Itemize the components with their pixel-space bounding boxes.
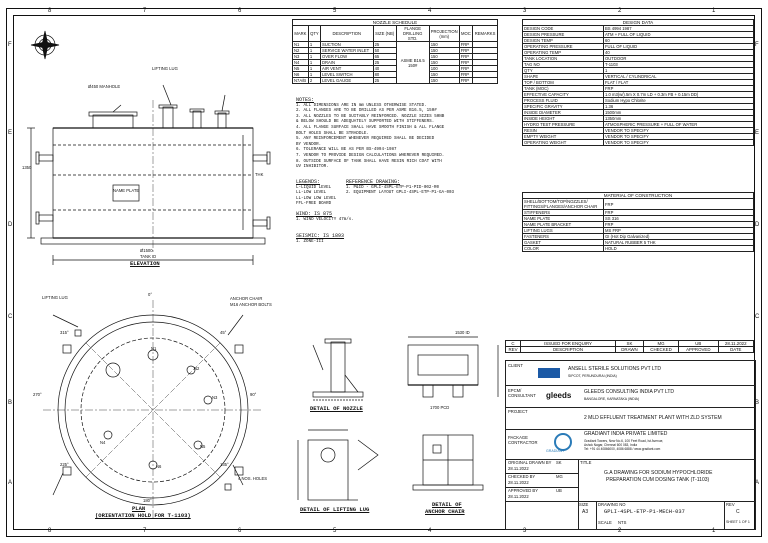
wind-block (296, 212, 354, 223)
rev-label: REV (726, 502, 735, 507)
rev-header: DATE (718, 347, 753, 353)
cell: 50 (373, 48, 396, 54)
plan-n4-label: N4 (100, 440, 106, 445)
manhole-label: Ø450 MANHOLE (88, 84, 121, 89)
cell: OVER FLOW (320, 54, 373, 60)
anchor-caption-1: DETAIL OF (432, 501, 462, 508)
nozzle-col-flange: FLANGE DRILLING STD. (396, 26, 429, 42)
plan-holes-label: 4 NOS. HOLES (238, 476, 268, 481)
cell: FRP (459, 48, 472, 54)
project-name: 2 MLD EFFLUENT TREATMENT PLANT WITH ZLD SYSTEM (584, 415, 722, 421)
angle-0: 0° (148, 292, 153, 297)
consultant-address: BANGALORE, KARNATAKA (INDIA) (584, 397, 640, 401)
plan-n6-label: N6 (156, 464, 162, 469)
note-line: 2. ALL FLANGES ARE TO BE DRILLED AS PER ASME B16.5, 150# (296, 109, 437, 114)
contractor-label: PACKAGE CONTRACTOR (508, 435, 538, 445)
cell: 60 (604, 38, 754, 44)
cell: 40 (373, 66, 396, 72)
zone-col-3: 3 (523, 8, 527, 14)
legend-line: L-LIQUID LEVEL (296, 185, 332, 190)
cell: TAG NO (523, 62, 604, 68)
title-line-1: G.A DRAWING FOR SODIUM HYPOCHLORIDE (604, 470, 713, 476)
zone-row-d: D (8, 222, 13, 228)
drawing-number-row (578, 501, 755, 529)
cell: 2 (308, 78, 320, 84)
checked-cell (506, 473, 578, 488)
rev-header: DRAWN (616, 347, 644, 353)
tank-id-dim: Ø1500 (140, 248, 153, 253)
plan-n1-label: N1 (151, 346, 157, 351)
cell: 150 (429, 78, 459, 84)
zone-row-d-right: D (755, 222, 760, 228)
nozzle-col-qty: QTY (308, 26, 320, 42)
scale-value: NTS (618, 520, 627, 525)
rev-header: REV (506, 347, 521, 353)
cell: PROCESS FLUID (523, 98, 604, 104)
cell: 150 (429, 48, 459, 54)
contractor-row (506, 429, 755, 460)
zone-row-b: B (8, 400, 13, 406)
table-row (293, 78, 498, 84)
cell: RESIN (523, 128, 604, 134)
anchor-caption-2: ANCHOR CHAIR (425, 508, 465, 515)
plan-anchor-chair-label: ANCHOR CHAIR (230, 296, 263, 301)
cell: COLOR (523, 246, 604, 252)
seismic-line: 1. ZONE-III (296, 239, 324, 244)
cell: DESIGN PRESSURE (523, 32, 604, 38)
rev-approved-cell: UB (679, 341, 718, 347)
zone-col-2: 2 (618, 8, 622, 14)
cell: VENDOR TO SPECIFY (604, 140, 754, 146)
cell: BS 4994 1987 (604, 26, 754, 32)
notes-heading: NOTES: (296, 97, 315, 103)
cell: 1.36 (604, 104, 754, 110)
cell: N5 (293, 66, 309, 72)
cell: OUTDOOR (604, 56, 754, 62)
plan-view (43, 300, 263, 520)
zone-col-6: 6 (238, 8, 242, 14)
cell: N6 (293, 72, 309, 78)
zone-col-7-bottom: 7 (143, 528, 147, 534)
cell: 150 (429, 60, 459, 66)
elevation-caption: ELEVATION (130, 260, 160, 267)
cell: TOP / BOTTOM (523, 80, 604, 86)
cell: NAME PLATE BRACKET (523, 222, 604, 228)
project-label: PROJECT (508, 409, 528, 414)
cell: EMPTY WEIGHT (523, 134, 604, 140)
cell: ATM + FULL OF LIQUID (604, 32, 754, 38)
note-line: BOLT HOLES SHALL BE STRADDLE. (296, 131, 369, 136)
nozzle-detail (313, 339, 363, 400)
cell (473, 78, 498, 84)
seismic-heading: SEISMIC: IS 1893 (296, 233, 345, 239)
zone-col-4: 4 (428, 8, 432, 14)
cell: SPECIFIC GRAVITY (523, 104, 604, 110)
rev-drawn-cell: SK (616, 341, 644, 347)
checked-by: MG (556, 474, 563, 479)
rev-header: DESCRIPTION (521, 347, 616, 353)
cell: AIR VENT (320, 66, 373, 72)
cell: HOLD (604, 246, 754, 252)
zone-col-5: 5 (333, 8, 337, 14)
cell: GI (Hot Dip Galvanized) (604, 234, 754, 240)
cell: 150 (429, 72, 459, 78)
lifting-lug-caption: DETAIL OF LIFTING LUG (300, 506, 370, 513)
cell: 25 (373, 78, 396, 84)
drawn-cell (506, 459, 578, 474)
cell: T-1103 (604, 62, 754, 68)
anchor-dim-1700: 1700 PCD (430, 405, 450, 410)
cell: FRP (459, 66, 472, 72)
angle-225: 225° (60, 462, 69, 467)
nozzle-col-mark: MARK (293, 26, 309, 42)
zone-col-5-bottom: 5 (333, 528, 337, 534)
design-data-title: DESIGN DATA (523, 20, 754, 26)
cell: DESIGN CODE (523, 26, 604, 32)
note-line: 1. ALL DIMENSIONS ARE IN mm UNLESS OTHERWISE STATED. (296, 103, 427, 108)
reference-line: 2. EQUIPMENT LAYOUT GPLI-4SPL-ETP-P1-GA-003 (346, 191, 455, 196)
angle-135: 135° (220, 462, 229, 467)
legends-heading: LEGENDS: (296, 179, 321, 185)
drawn-by: SK (556, 460, 562, 465)
rev-cell: C (506, 341, 521, 347)
drawn-date: 28.11.2022 (508, 466, 529, 471)
cell: FRP (459, 78, 472, 84)
cell: FULL OF LIQUID (604, 44, 754, 50)
note-line: 5. ANY REINFORCEMENT WHENEVER REQUIRED SHALL BE DECIDED (296, 137, 435, 142)
nozzle-col-desc: DESCRIPTION (320, 26, 373, 42)
note-line: UV INHIBITOR. (296, 165, 329, 170)
cell: 1500mm (604, 110, 754, 116)
cell: TANK LOCATION (523, 56, 604, 62)
rev-cell (724, 501, 755, 529)
title-line-2: PREPARATION CUM DOSING TANK (T-1103) (606, 477, 710, 483)
cell: FRP (459, 42, 472, 48)
nozzle-col-remarks: REMARKS (473, 26, 498, 42)
cell: SERVICE WATER INLET (320, 48, 373, 54)
table-row (523, 140, 754, 146)
cell: FLAT / FLAT (604, 80, 754, 86)
cell: MS FRP (604, 228, 754, 234)
checked-label: CHECKED BY (508, 474, 536, 479)
cell: N2 (293, 48, 309, 54)
approved-label: APPROVED BY (508, 488, 539, 493)
cell: OPERATING PRESSURE (523, 44, 604, 50)
nozzle-col-size: SIZE (NB) (373, 26, 396, 42)
signature-block (506, 459, 579, 529)
zone-row-f: F (8, 42, 12, 48)
zone-col-7: 7 (143, 8, 147, 14)
rev-value: C (736, 509, 740, 515)
zone-col-1-bottom: 1 (712, 528, 716, 534)
cell: TANK (MOC) (523, 86, 604, 92)
size-value: A3 (582, 509, 589, 515)
cell-flange-std: ASME B16.5 150# (396, 42, 429, 84)
cell: HYDRO TEST PRESSURE (523, 122, 604, 128)
rev-checked-cell: MG (643, 341, 678, 347)
checked-date: 28.11.2022 (508, 480, 529, 485)
rev-date-cell: 28.11.2022 (718, 341, 753, 347)
cell: FRP (604, 199, 754, 210)
title-cell (578, 459, 755, 502)
cell: DRAIN (320, 60, 373, 66)
dwg-no-cell (596, 501, 725, 529)
cell: QTY (523, 68, 604, 74)
cell: 150 (429, 42, 459, 48)
cell: 1350mm (604, 116, 754, 122)
cell: 1 (604, 68, 754, 74)
cell: INSIDE HEIGHT (523, 116, 604, 122)
plan-bolts-label: M16 ANCHOR BOLTS (230, 302, 272, 307)
zone-col-4-bottom: 4 (428, 528, 432, 534)
zone-row-e: E (8, 130, 13, 136)
title-label: TITLE (580, 460, 592, 465)
cell: VENDOR TO SPECIFY (604, 134, 754, 140)
client-name: ANSELL STERILE SOLUTIONS PVT LTD (568, 366, 661, 372)
reference-heading: REFERENCE DRAWING: (346, 179, 401, 185)
cell: 1 (308, 48, 320, 54)
approved-date: 28.11.2022 (508, 494, 529, 499)
zone-col-8: 8 (48, 8, 52, 14)
height-dim: 1350 (22, 165, 32, 170)
cell: FRP (604, 222, 754, 228)
cell: 100 (429, 66, 459, 72)
cell: SHELL/BOTTOM/TOP/NOZZLES/ FITTINGS/FLANGES/ANCHOR CHAIR (523, 199, 604, 210)
note-line: 7. VENDOR TO PROVIDE DESIGN CALCULATIONS WHEREVER REQUIRED. (296, 153, 445, 158)
nozzle-schedule-table (292, 19, 498, 84)
zone-row-a: A (8, 480, 13, 486)
client-address: SIPCOT, PERUNDURAI (INDIA) (568, 374, 617, 378)
cell: N1 (293, 42, 309, 48)
cell: 40 (604, 50, 754, 56)
zone-col-6-bottom: 6 (238, 528, 242, 534)
cell: 65 (373, 54, 396, 60)
shell-thk-label: THK (255, 172, 264, 177)
cell: INSIDE DIAMETER (523, 110, 604, 116)
gleeds-logo: gleeds (546, 391, 572, 400)
cell: FRP (604, 86, 754, 92)
cell: LIFTING LUGS (523, 228, 604, 234)
plan-lifting-lug-label: LIFTING LUG (42, 295, 68, 300)
approved-cell (506, 487, 578, 502)
design-data-table (522, 19, 754, 146)
cell: OPERATING TEMP (523, 50, 604, 56)
cell: EFFECTIVE CAPACITY (523, 92, 604, 98)
dwg-no-label: DRAWING NO (598, 502, 626, 507)
cell: 1 (308, 72, 320, 78)
rev-desc-cell: ISSUED FOR ENQUIRY (521, 341, 616, 347)
reference-line: 1. P&ID - GPLI-4SPL-ETP-P1-PID-002-R0 (346, 185, 439, 190)
project-row (506, 407, 755, 430)
orientation-caption: (ORIENTATION HOLD FOR T-1103) (95, 512, 191, 519)
cell: N7A/B (293, 78, 309, 84)
cell: DESIGN TEMP (523, 38, 604, 44)
zone-row-e-right: E (755, 130, 760, 136)
contractor-address-1: Gradiant Towers, New No.6, 100 Feet Road, Ist Avenue, (584, 439, 664, 443)
note-line: & BELOW SHOULD BE ADEQUATELY SUPPORTED WITH STIFFENERS. (296, 120, 435, 125)
zone-col-3-bottom: 3 (523, 528, 527, 534)
cell: ATMOSPHERIC PRESSURE + FULL OF WATER (604, 122, 754, 128)
cell: STIFFENERS (523, 210, 604, 216)
cell: Sodium Hypo Chlorite (604, 98, 754, 104)
elevation-view (27, 85, 270, 265)
angle-45: 45° (220, 330, 227, 335)
cell: VENDOR TO SPECIFY (604, 128, 754, 134)
angle-270: 270° (33, 392, 42, 397)
cell: FASTENERS (523, 234, 604, 240)
zone-row-a-right: A (755, 480, 760, 486)
consultant-name: GLEEDS CONSULTING INDIA PVT LTD (584, 389, 675, 395)
client-row (506, 361, 755, 386)
note-line: 3. ALL NOZZLES TO BE SUITABLY REINFORCED. NOZZLE SIZES 50NB (296, 114, 445, 119)
cell: VERTICAL / CYLINDRICAL (604, 74, 754, 80)
contractor-address-3: Tel: +91 44 40866000, 4086 6888 / www.gradiant.com (584, 447, 661, 451)
plan-n3-label: N3 (212, 395, 218, 400)
dwg-no: GPLI-4SPL-ETP-P1-MECH-037 (604, 509, 685, 515)
revision-header (506, 347, 754, 353)
lifting-lug-label: LIFTING LUG (152, 66, 178, 71)
cell: 1 (308, 66, 320, 72)
anchor-dim-1530: 1530 ID (455, 330, 470, 335)
table-row (523, 246, 754, 252)
plan-n2-label: N2 (194, 366, 200, 371)
anchor-chair-detail (408, 337, 498, 397)
cell: FRP (459, 60, 472, 66)
consultant-row (506, 385, 755, 408)
cell: LEVEL GAUGE (320, 78, 373, 84)
material-table (522, 192, 754, 252)
zone-row-c-right: C (755, 314, 760, 320)
rev-header: APPROVED (679, 347, 718, 353)
contractor-address-2: Ashok Nagar, Chennai 600 083, India (584, 443, 637, 447)
zone-row-f-right: F (755, 42, 759, 48)
note-line: 6. TOLERANCE WILL BE AS PER BS-4994-1987 (296, 148, 397, 153)
table-row (523, 199, 754, 210)
size-label: SIZE (579, 502, 589, 507)
wind-line: 1. WIND VELOCITY 47m/s. (296, 217, 354, 222)
nozzle-col-moc: MOC (459, 26, 472, 42)
cell: SHAPE (523, 74, 604, 80)
contractor-name: GRADIANT INDIA PRIVATE LIMITED (584, 431, 668, 437)
north-arrow-icon (31, 31, 59, 59)
nozzle-detail-caption: DETAIL OF NOZZLE (310, 405, 363, 412)
cell: OPERATING WEIGHT (523, 140, 604, 146)
reference-block (346, 180, 454, 197)
client-label: CLIENT (508, 363, 523, 368)
name-plate-label: NAME PLATE (113, 188, 140, 193)
cell: 25 (373, 60, 396, 66)
drawn-label: ORIGINAL DRAWN BY (508, 460, 552, 465)
notes-block (296, 98, 444, 171)
approved-by: UB (556, 488, 562, 493)
cell: NAME PLATE (523, 216, 604, 222)
nozzle-schedule-title: NOZZLE SCHEDULE (293, 20, 498, 26)
zone-row-b-right: B (755, 400, 760, 406)
rev-header: CHECKED (643, 347, 678, 353)
cell: GASKET (523, 240, 604, 246)
cell: 1 (308, 60, 320, 66)
legend-line: LL-LOW LOW LEVEL (296, 196, 337, 201)
cell: N4 (293, 60, 309, 66)
zone-row-c: C (8, 314, 13, 320)
angle-180: 180° (143, 498, 152, 503)
note-line: 4. ALL FLANGE SURFACE SHALL HAVE SMOOTH FINISH & ALL FLANGE (296, 125, 445, 130)
angle-90: 90° (250, 392, 257, 397)
legend-line: LL-LOW LEVEL (296, 191, 327, 196)
sheet-value: SHEET 1 OF 1 (726, 520, 750, 524)
zone-col-8-bottom: 8 (48, 528, 52, 534)
seismic-block (296, 234, 344, 245)
cell: FRP (604, 210, 754, 216)
material-title: MATERIAL OF CONSTRUCTION (523, 193, 754, 199)
size-cell (578, 501, 597, 529)
cell: LEVEL SWITCH (320, 72, 373, 78)
nozzle-col-proj: PROJECTION (mm) (429, 26, 459, 42)
note-line: BY VENDOR. (296, 142, 322, 147)
cell: N3 (293, 54, 309, 60)
epcm-label: EPCM/ CONSULTANT (508, 388, 536, 398)
cell: 1.0 m3(w/).5m X 0.7m LD + 0.3m FB + 0.15m DD) (604, 92, 754, 98)
wind-heading: WIND: IS 875 (296, 211, 333, 217)
revision-table (505, 340, 754, 353)
cell: SS 316 (604, 216, 754, 222)
gradiant-logo-text: GRADIANT (546, 449, 565, 453)
cell: 150 (429, 54, 459, 60)
scale-label: SCALE (598, 520, 612, 525)
note-line: 8. OUTSIDE SURFACE OF TANK SHALL HAVE RESIN RICH COAT WITH (296, 159, 442, 164)
plan-caption: PLAN (132, 505, 146, 512)
cell: FRP (459, 54, 472, 60)
legend-line: FFL-FREE BOARD (296, 202, 332, 207)
title-block (505, 360, 756, 530)
zone-col-1: 1 (712, 8, 716, 14)
cell: 80 (373, 72, 396, 78)
tank-id-label: TANK ID (140, 254, 157, 259)
ansell-logo-icon (538, 368, 560, 378)
cell: FRP (459, 72, 472, 78)
cell: SUCTION (320, 42, 373, 48)
mechanical-drawing (13, 15, 523, 528)
cell: 1 (308, 42, 320, 48)
plan-n5-label: N5 (200, 444, 206, 449)
cell: 25 (373, 42, 396, 48)
anchor-chair-detail-2 (413, 435, 483, 490)
legends-block (296, 180, 336, 208)
lifting-lug-detail (298, 430, 378, 500)
cell: 1 (308, 54, 320, 60)
cell: NATURAL RUBBER 5 THK (604, 240, 754, 246)
angle-315: 315° (60, 330, 69, 335)
zone-col-2-bottom: 2 (618, 528, 622, 534)
